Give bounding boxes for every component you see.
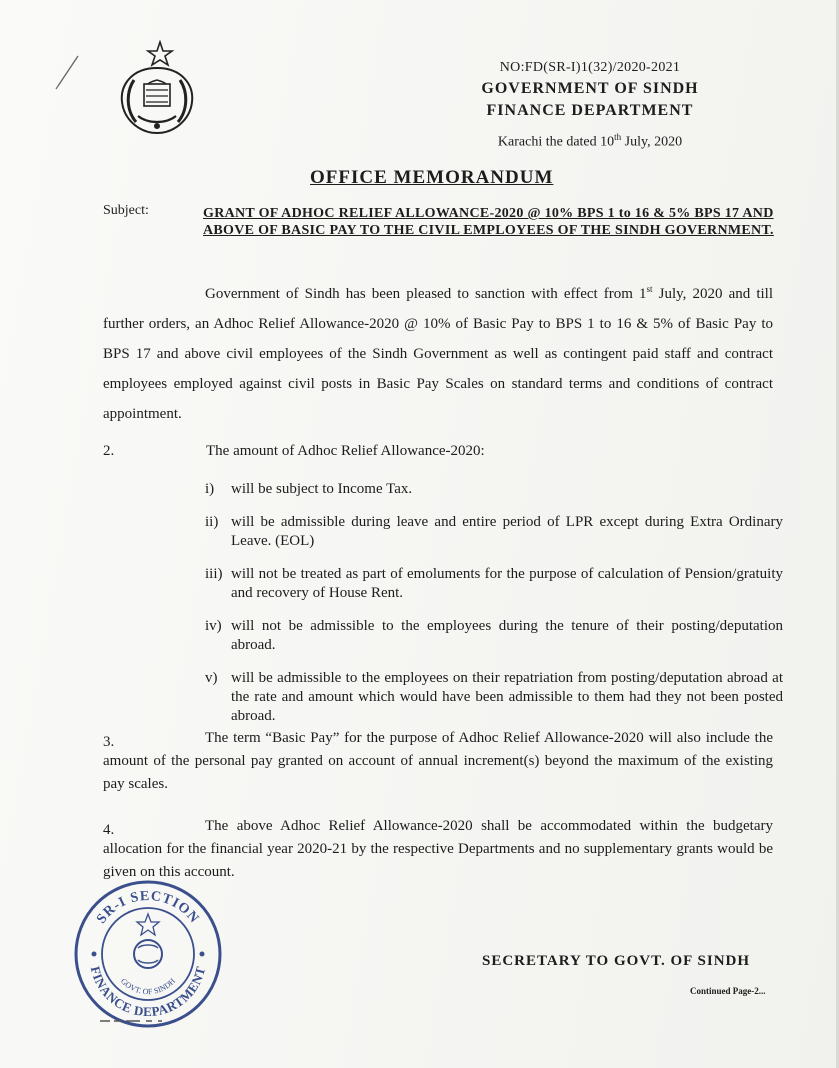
list-item: iv) will not be admissible to the employees during the tenure of their posting/deputation abroad. — [205, 618, 783, 653]
svg-text:FINANCE DEPARTMENT: FINANCE DEPARTMENT — [87, 964, 209, 1020]
list-item: v) will be admissible to the employees on their repatriation from posting/deputation abroad at the rate and amount which would have been admissible to them had they not been posted abroad. — [205, 670, 783, 724]
stamp-seal-icon — [72, 878, 224, 1030]
paragraph-2-lead: The amount of Adhoc Relief Allowance-2020: — [206, 443, 485, 459]
paragraph-2-number: 2. — [103, 443, 115, 459]
paragraph-4-number: 4. — [103, 822, 115, 838]
conditions-list — [205, 480, 783, 740]
paragraph-4: The above Adhoc Relief Allowance-2020 shall be accommodated within the budgetary allocation for the financial year 2020-21 by the respective Departments and no supplementary grants would be given on this account. — [103, 818, 773, 880]
list-item: i) will be subject to Income Tax. — [205, 481, 413, 497]
paragraph-1: Government of Sindh has been pleased to sanction with effect from 1st July, 2020 and till further orders, an Adhoc Relief Allowance-2020 @ 10% of Basic Pay to BPS 1 to 16 & 5% of Basic Pay to BPS 17 and above civil employees of the Sindh Government as well as contingent paid staff and contract employees employed against civil posts in Basic Pay Scales on standard terms and conditions of contract appointment. — [103, 284, 773, 422]
sindh-emblem-icon — [112, 40, 202, 140]
list-item: ii) will be admissible during leave and entire period of LPR except during Extra Ordinary Leave. (EOL) — [205, 514, 783, 549]
memo-title: OFFICE MEMORANDUM — [310, 167, 554, 188]
government-heading: GOVERNMENT OF SINDH — [481, 80, 699, 97]
pen-stroke-mark — [52, 52, 82, 92]
continued-note: Continued Page-2... — [690, 986, 766, 996]
list-item: iii) will not be treated as part of emoluments for the purpose of calculation of Pension/gratuity and recovery of House Rent. — [205, 566, 783, 601]
department-heading: FINANCE DEPARTMENT — [486, 102, 694, 119]
subject-label: Subject: — [103, 203, 149, 218]
paragraph-3-number: 3. — [103, 734, 115, 750]
memo-date: Karachi the dated 10th July, 2020 — [497, 132, 683, 150]
footer-scrawl-mark — [100, 1018, 164, 1024]
reference-number: NO:FD(SR-I)1(32)/2020-2021 — [499, 60, 681, 75]
paragraph-3: The term “Basic Pay” for the purpose of Adhoc Relief Allowance-2020 will also include the amount of the personal pay granted on account of annual increment(s) beyond the maximum of the existing pay scales. — [103, 730, 773, 792]
svg-text:GOVT. OF SINDH: GOVT. OF SINDH — [118, 976, 178, 997]
subject-text: GRANT OF ADHOC RELIEF ALLOWANCE-2020 @ 10% BPS 1 to 16 & 5% BPS 17 AND ABOVE OF BASIC PAY TO THE CIVIL EMPLOYEES OF THE SINDH GOVERNMENT. — [203, 206, 774, 238]
signature-block: SECRETARY TO GOVT. OF SINDH — [482, 953, 751, 969]
svg-text:SR-I SECTION: SR-I SECTION — [94, 888, 202, 927]
